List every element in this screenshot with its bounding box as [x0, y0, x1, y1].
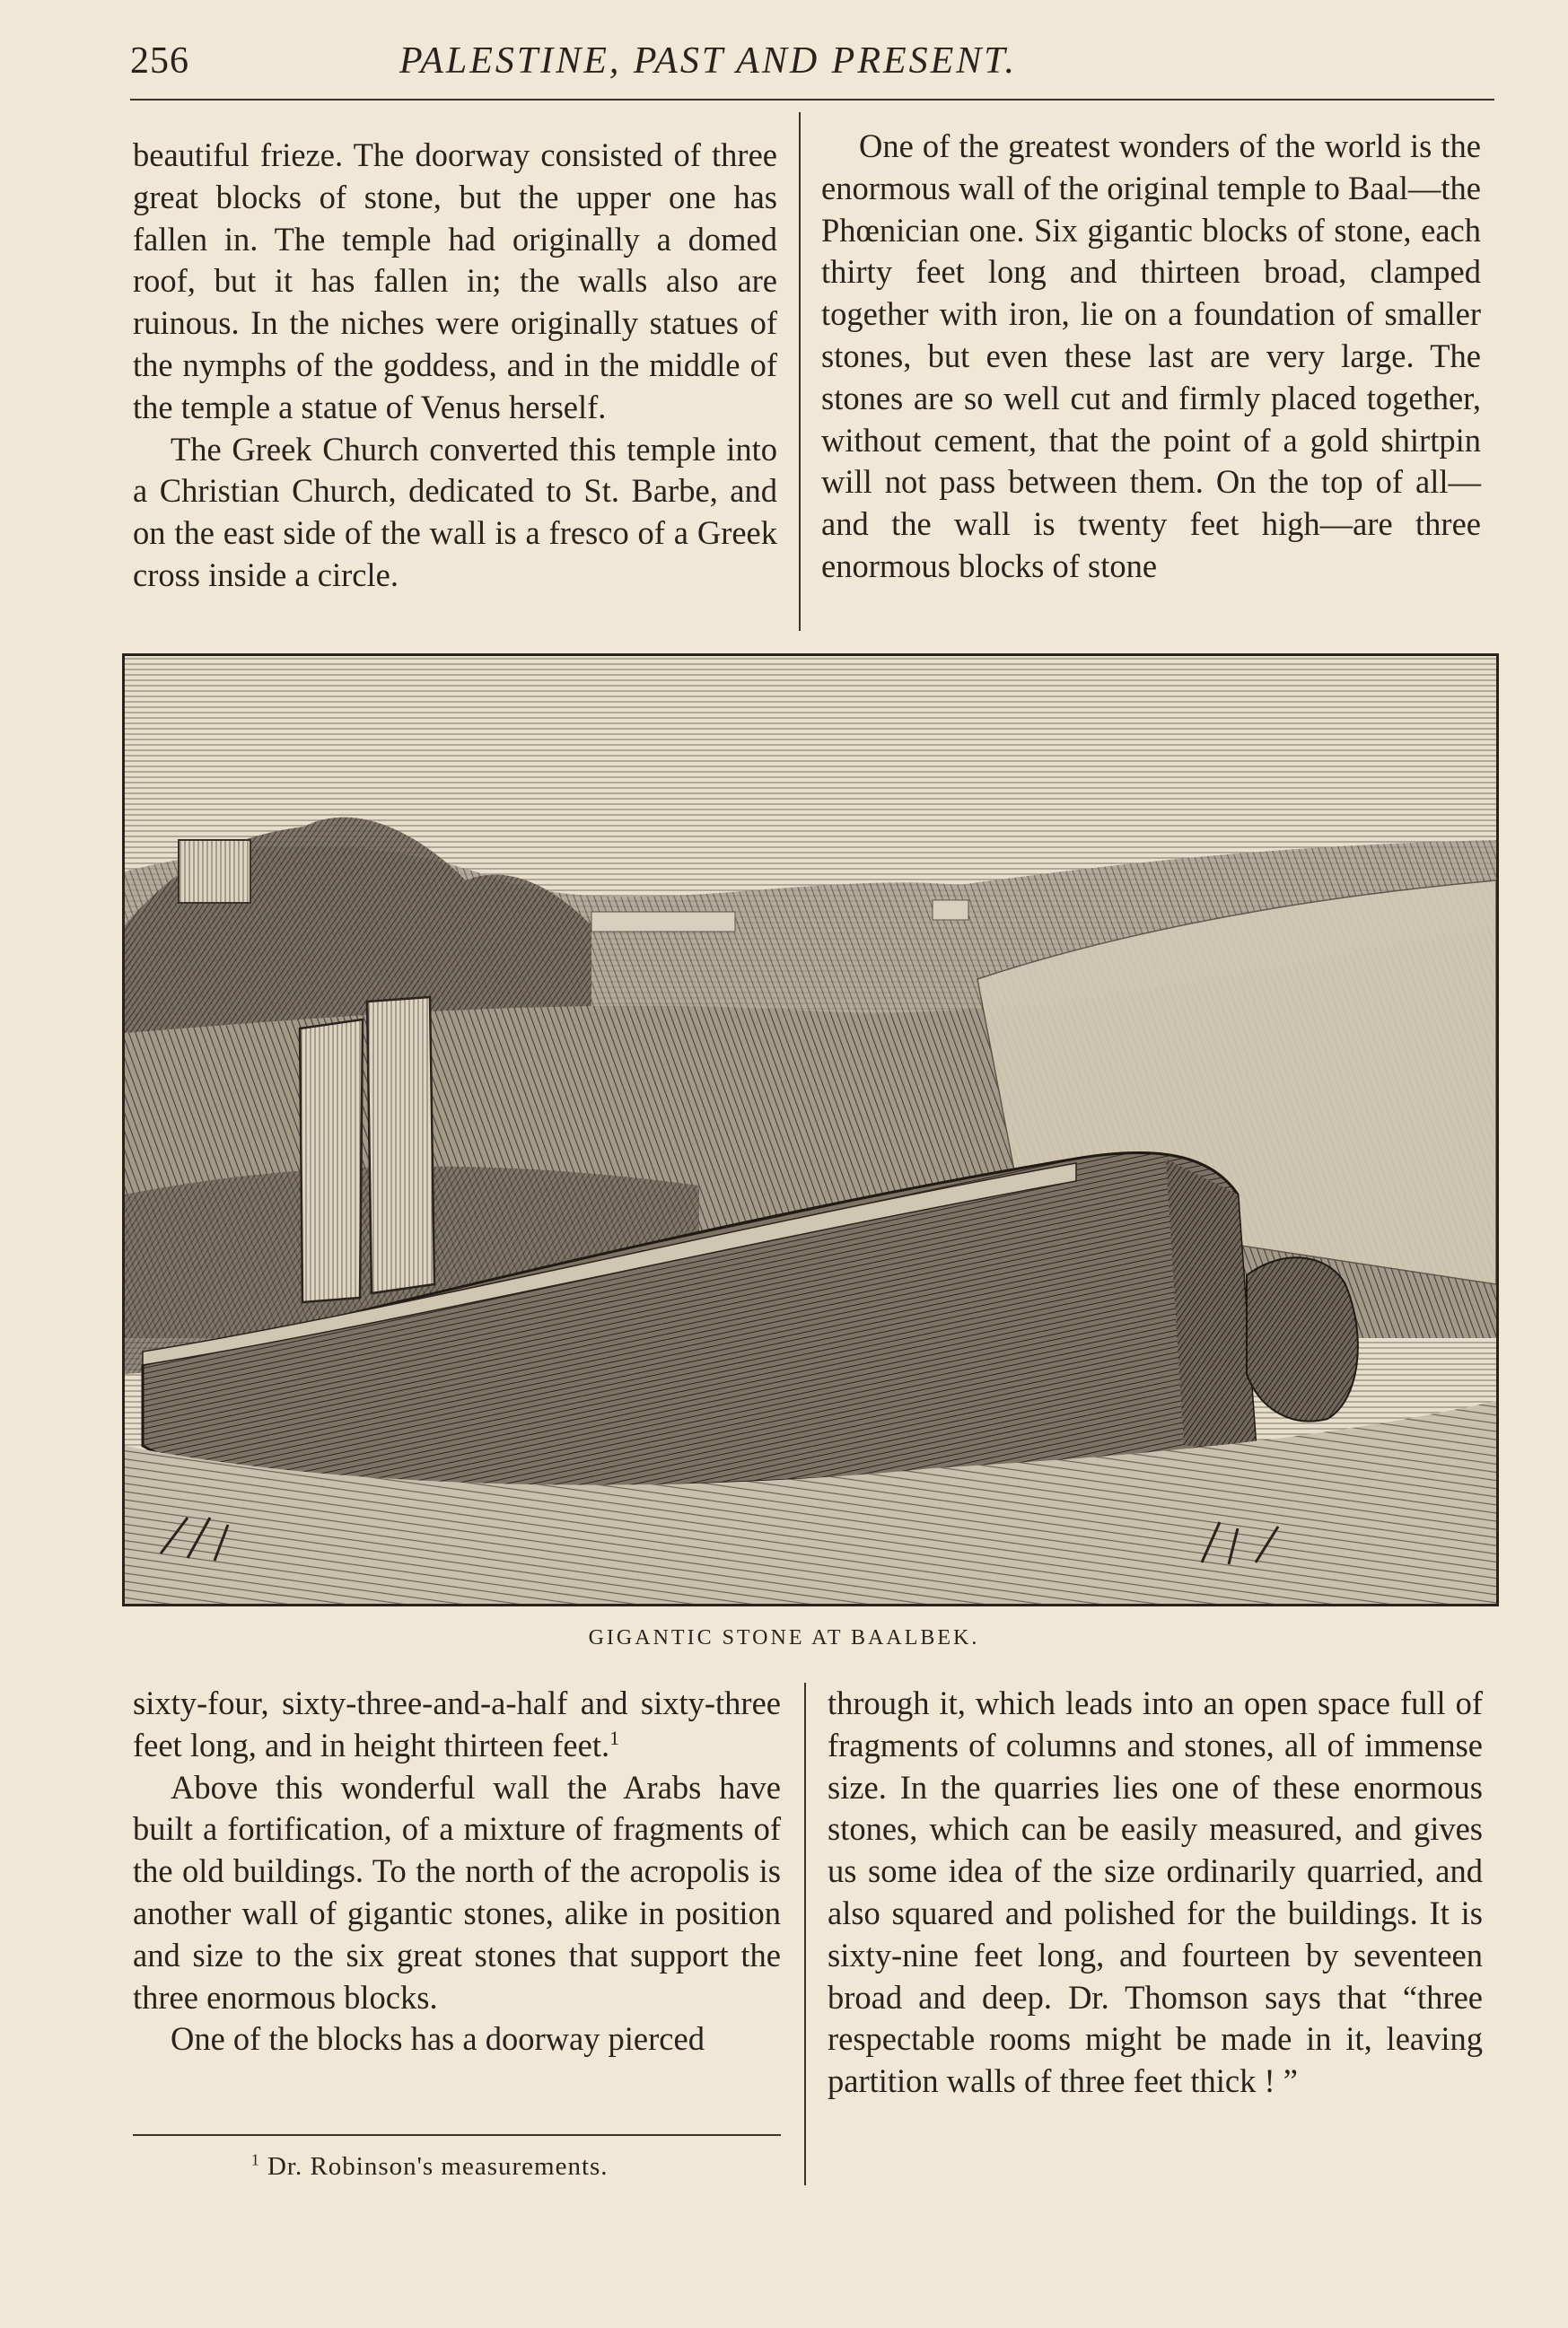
- paragraph: through it, which leads into an open space full of fragments of columns and stones, all of immense size. In the quarries lies one of these enormous stones, which can be easily measured, and gives us some idea of the size ordinarily quarried, and also squared and polished for the buildings. It is sixty-nine feet long, and fourteen by seventeen broad and deep. Dr. Thomson says that “three respectable rooms might be made in it, leaving partition walls of three feet thick ! ”: [828, 1685, 1483, 2100]
- footnote-text: Dr. Robinson's measurements.: [267, 2152, 609, 2181]
- footnote-rule: [133, 2134, 781, 2136]
- paragraph: [133, 1683, 781, 1767]
- paragraph: beautiful frieze. The doorway consisted of three great blocks of stone, but the upper one has fallen in. The temple had originally a domed roof, but it has fallen in; the walls also are ruinous. In the niches were originally statues of the nymphs of the goddess, and in the middle of the temple a statue of Venus herself.: [133, 136, 777, 425]
- footnote: [251, 2152, 609, 2182]
- footnote-marker: 1: [251, 2150, 260, 2169]
- paragraph: The Greek Church converted this temple into a Christian Church, dedicated to St. Barbe, and on the east side of the wall is a fresco of a Greek cross inside a circle.: [133, 430, 777, 593]
- engraving-illustration: [122, 653, 1499, 1606]
- column-divider: [799, 112, 801, 631]
- paragraph-text: sixty-four, sixty-three-and-a-half and sixty-three feet long, and in height thirteen feet.: [133, 1685, 781, 1764]
- running-title: PALESTINE, PAST AND PRESENT.: [399, 40, 1018, 82]
- engraving-drawing: [125, 656, 1496, 1604]
- page-number: 256: [130, 40, 189, 82]
- top-right-column: [821, 126, 1481, 588]
- bottom-left-column: [133, 1683, 781, 2061]
- column-divider: [804, 1683, 806, 2185]
- paragraph: Above this wonderful wall the Arabs have built a fortification, of a mixture of fragments of the old buildings. To the north of the acropolis is another wall of gigantic stones, alike in position and size to the six great stones that support the three enormous blocks.: [133, 1768, 781, 2016]
- footnote-reference: 1: [609, 1726, 620, 1749]
- header-rule: [130, 99, 1494, 101]
- bottom-right-column: [828, 1683, 1483, 2103]
- figure-caption: GIGANTIC STONE AT BAALBEK.: [588, 1626, 980, 1650]
- paragraph: One of the blocks has a doorway pierced: [171, 2020, 705, 2058]
- paragraph: One of the greatest wonders of the world is the enormous wall of the original temple to Baal—the Phœnician one. Six gigantic blocks of stone, each thirty feet long and thirteen broad, clamped together with iron, lie on a foundation of smaller stones, but even these last are very large. The stones are so well cut and firmly placed together, without cement, that the point of a gold shirtpin will not pass between them. On the top of all—and the wall is twenty feet high—are three enormous blocks of stone: [821, 127, 1481, 584]
- top-left-column: [133, 135, 777, 597]
- page-header: [130, 39, 1494, 93]
